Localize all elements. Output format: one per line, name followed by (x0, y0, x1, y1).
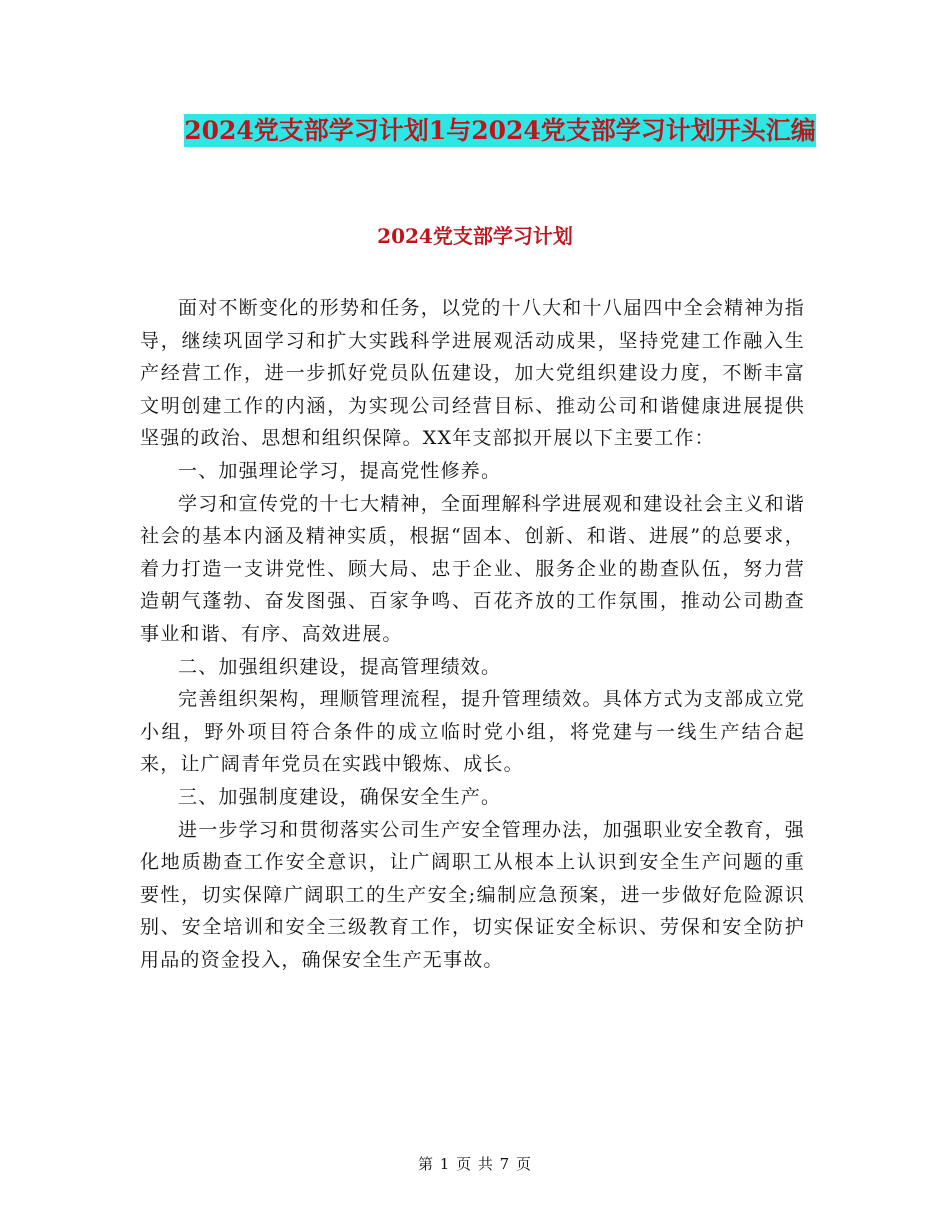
paragraph-item-2: 完善组织架构，理顺管理流程，提升管理绩效。具体方式为支部成立党小组，野外项目符合条件的成立临时党小组，将党建与一线生产结合起来，让广阔青年党员在实践中锻炼、成长。 (140, 688, 805, 776)
section-title: 2024党支部学习计划 (377, 224, 573, 248)
paragraph-item-1: 学习和宣传党的十七大精神，全面理解科学进展观和建设社会主义和谐社会的基本内涵及精神实质，根据“固本、创新、和谐、进展”的总要求，着力打造一支讲党性、顾大局、忠于企业、服务企业的勘查队伍，努力营造朝气蓬勃、奋发图强、百家争鸣、百花齐放的工作氛围，推动公司勘查事业和谐、有序、高效进展。 (140, 492, 805, 645)
page-footer: 第 1 页 共 7 页 (418, 1155, 532, 1173)
heading-item-2: 二、加强组织建设，提高管理绩效。 (178, 655, 502, 678)
document-title (140, 108, 860, 154)
heading-item-3: 三、加强制度建设，确保安全生产。 (178, 785, 502, 808)
paragraph-item-3: 进一步学习和贯彻落实公司生产安全管理办法，加强职业安全教育，强化地质勘查工作安全意识，让广阔职工从根本上认识到安全生产问题的重要性，切实保障广阔职工的生产安全;编制应急预案，进一步做好危险源识别、安全培训和安全三级教育工作，切实保证安全标识、劳保和安全防护用品的资金投入，确保安全生产无事故。 (140, 818, 805, 971)
paragraph-intro: 面对不断变化的形势和任务，以党的十八大和十八届四中全会精神为指导，继续巩固学习和扩大实践科学进展观活动成果，坚持党建工作融入生产经营工作，进一步抓好党员队伍建设，加大党组织建设力度，不断丰富文明创建工作的内涵，为实现公司经营目标、推动公司和谐健康进展提供坚强的政治、思想和组织保障。XX年支部拟开展以下主要工作： (140, 297, 805, 450)
heading-item-1: 一、加强理论学习，提高党性修养。 (178, 459, 502, 482)
title-highlight: 2024党支部学习计划1与2024党支部学习计划开头汇编 (184, 116, 816, 145)
document-body (140, 292, 805, 976)
